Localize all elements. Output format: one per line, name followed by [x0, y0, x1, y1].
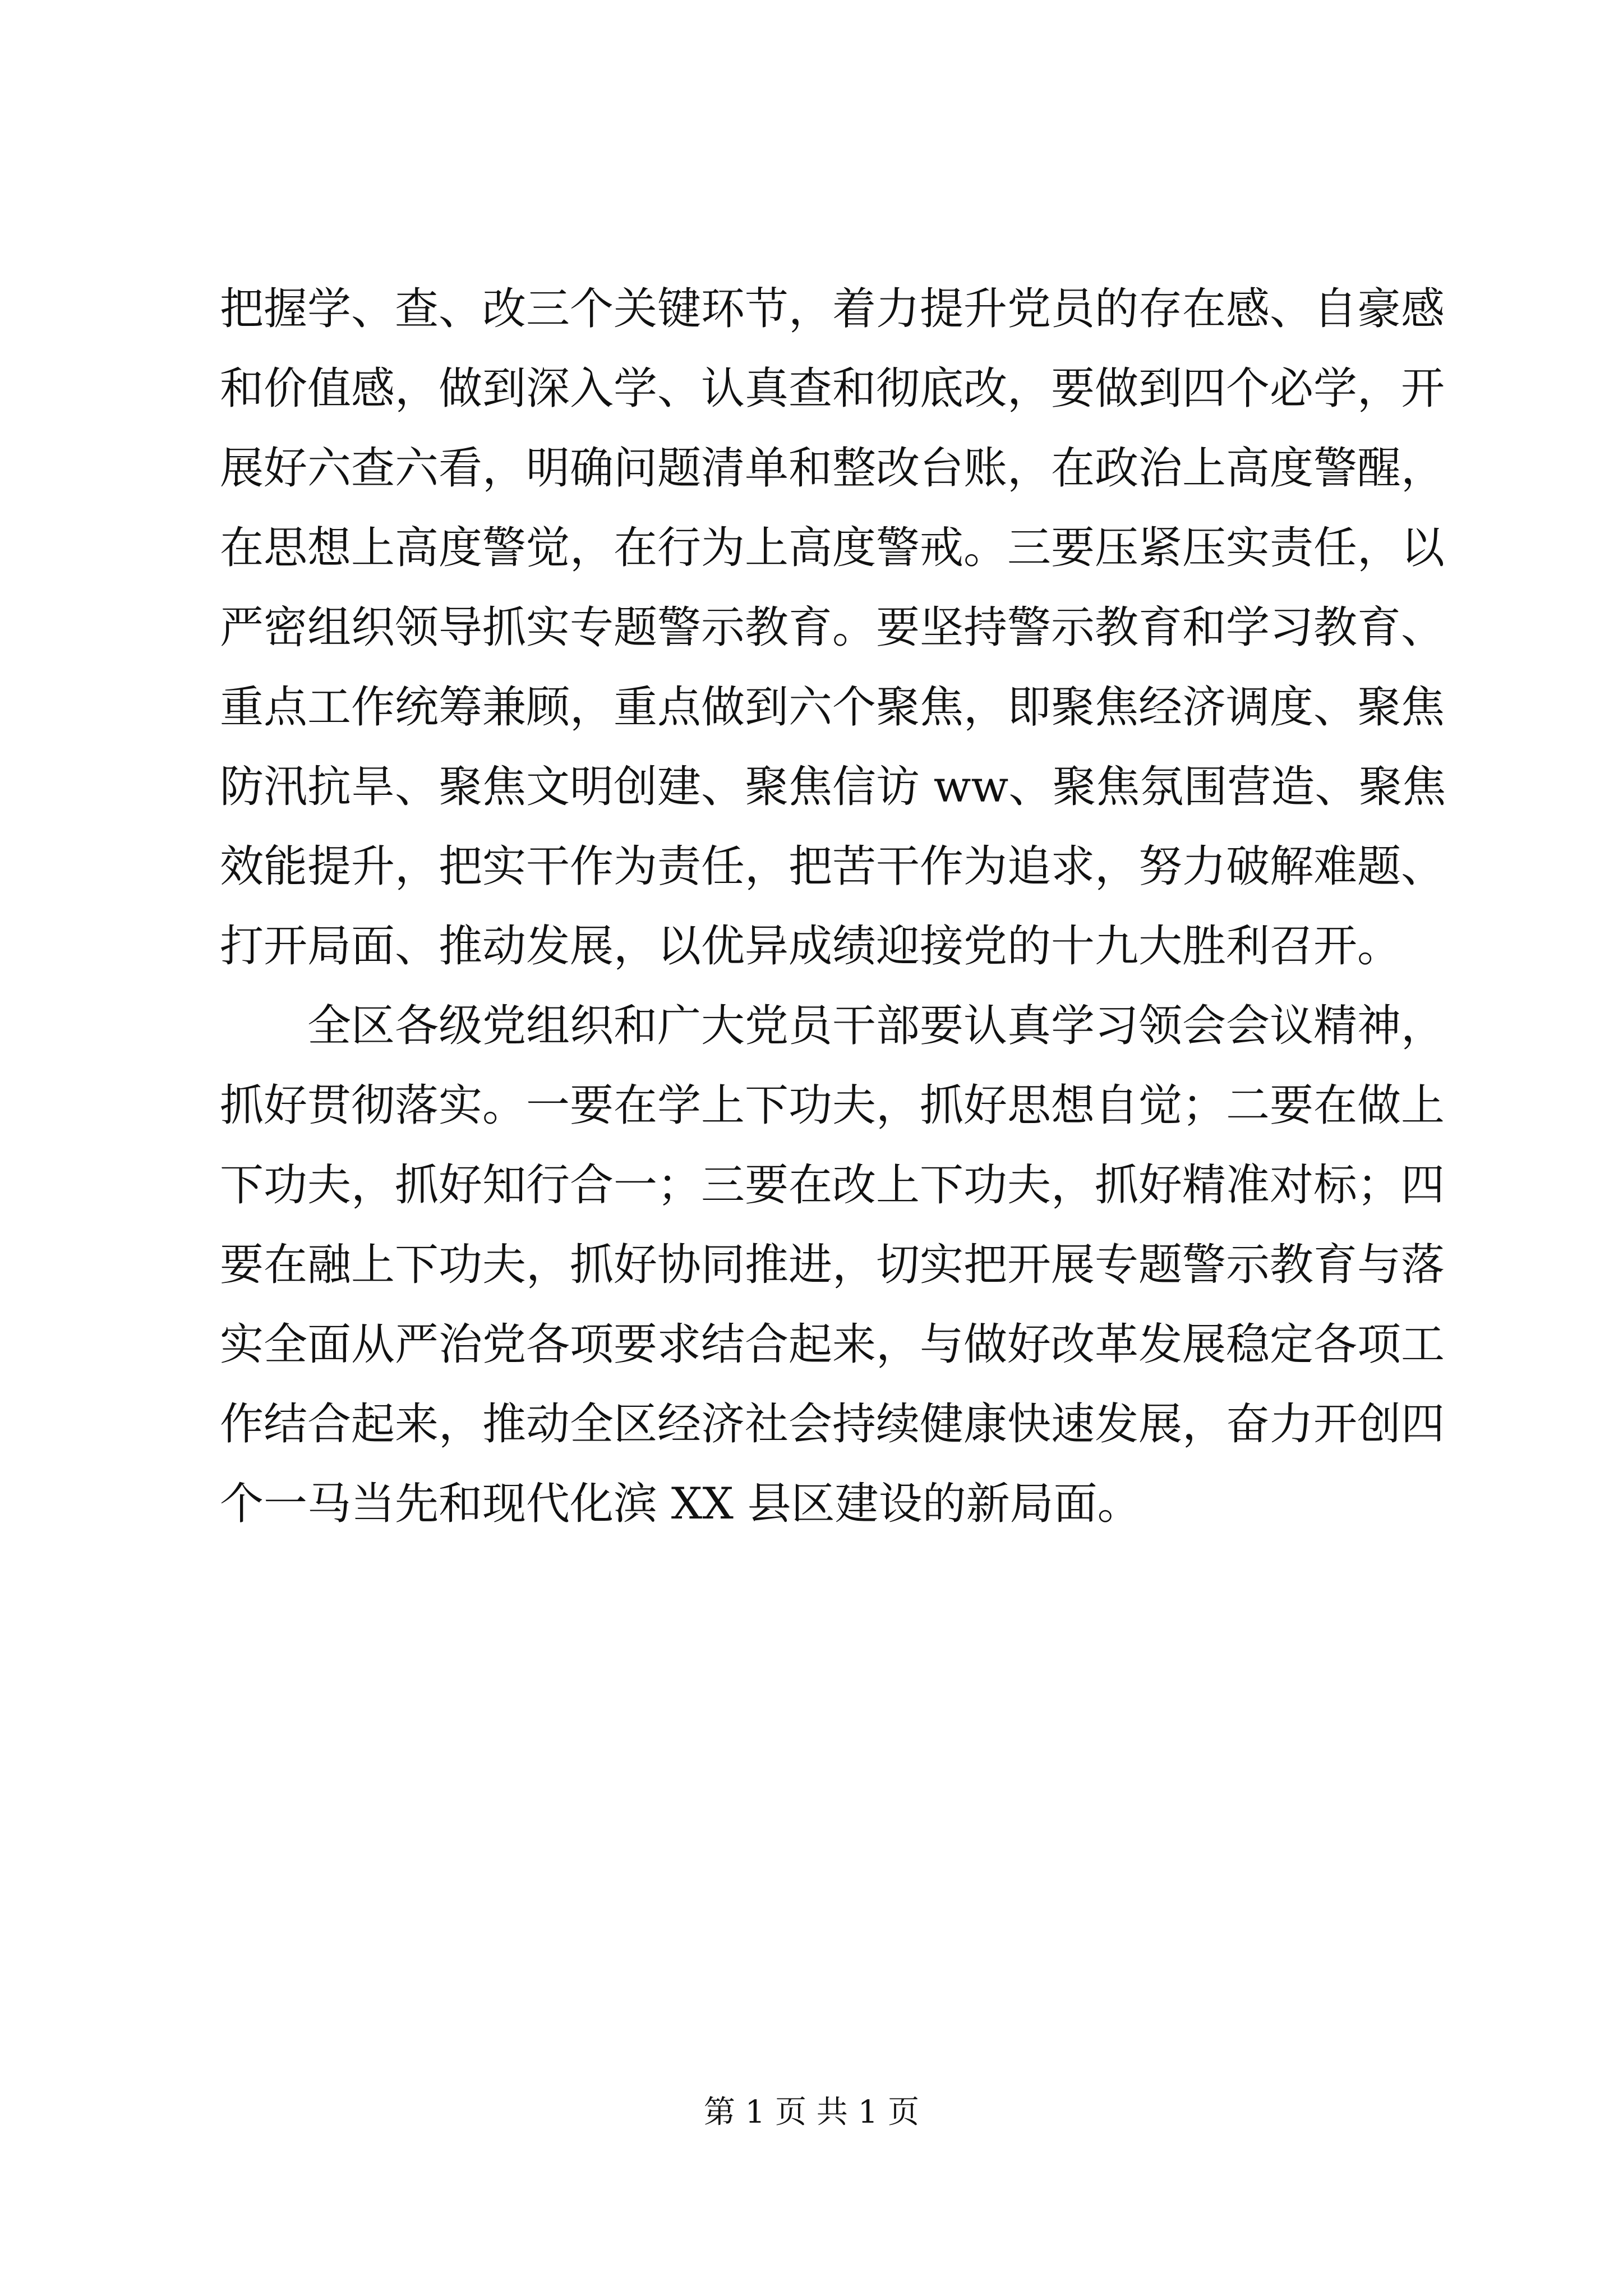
text-line: 严密组织领导抓实专题警示教育。要坚持警示教育和学习教育、: [220, 602, 1445, 653]
text-line: 打开局面、推动发展，以优异成绩迎接党的十九大胜利召开。: [220, 921, 1401, 972]
text-line: 下功夫，抓好知行合一；三要在改上下功夫，抓好精准对标；四: [220, 1160, 1445, 1211]
page-footer: [0, 2090, 1623, 2135]
text-line: 要在融上下功夫，抓好协同推进，切实把开展专题警示教育与落: [220, 1240, 1445, 1290]
paragraph-2: [220, 986, 1445, 1544]
page-number: 第 1 页 共 1 页: [703, 2094, 920, 2131]
text-line: 和价值感，做到深入学、认真查和彻底改，要做到四个必学，开: [220, 364, 1445, 414]
document-body: [220, 269, 1446, 1544]
text-line: 抓好贯彻落实。一要在学上下功夫，抓好思想自觉；二要在做上: [220, 1080, 1445, 1131]
text-line: 防汛抗旱、聚焦文明创建、聚焦信访 ww、聚焦氛围营造、聚焦: [220, 762, 1446, 812]
text-line: 效能提升，把实干作为责任，把苦干作为追求，努力破解难题、: [220, 841, 1445, 892]
text-line: 作结合起来，推动全区经济社会持续健康快速发展，奋力开创四: [220, 1399, 1445, 1450]
text-line: 在思想上高度警觉，在行为上高度警戒。三要压紧压实责任，以: [220, 523, 1445, 573]
text-line: 实全面从严治党各项要求结合起来，与做好改革发展稳定各项工: [220, 1319, 1445, 1370]
text-line: 重点工作统筹兼顾，重点做到六个聚焦，即聚焦经济调度、聚焦: [220, 682, 1445, 733]
text-line: 全区各级党组织和广大党员干部要认真学习领会会议精神，: [307, 1001, 1445, 1051]
paragraph-1: [220, 269, 1446, 986]
text-line: 个一马当先和现代化滨 XX 县区建设的新局面。: [220, 1479, 1141, 1529]
text-line: 把握学、查、改三个关键环节，着力提升党员的存在感、自豪感: [220, 284, 1445, 334]
text-line: 展好六查六看，明确问题清单和整改台账，在政治上高度警醒，: [220, 443, 1445, 494]
